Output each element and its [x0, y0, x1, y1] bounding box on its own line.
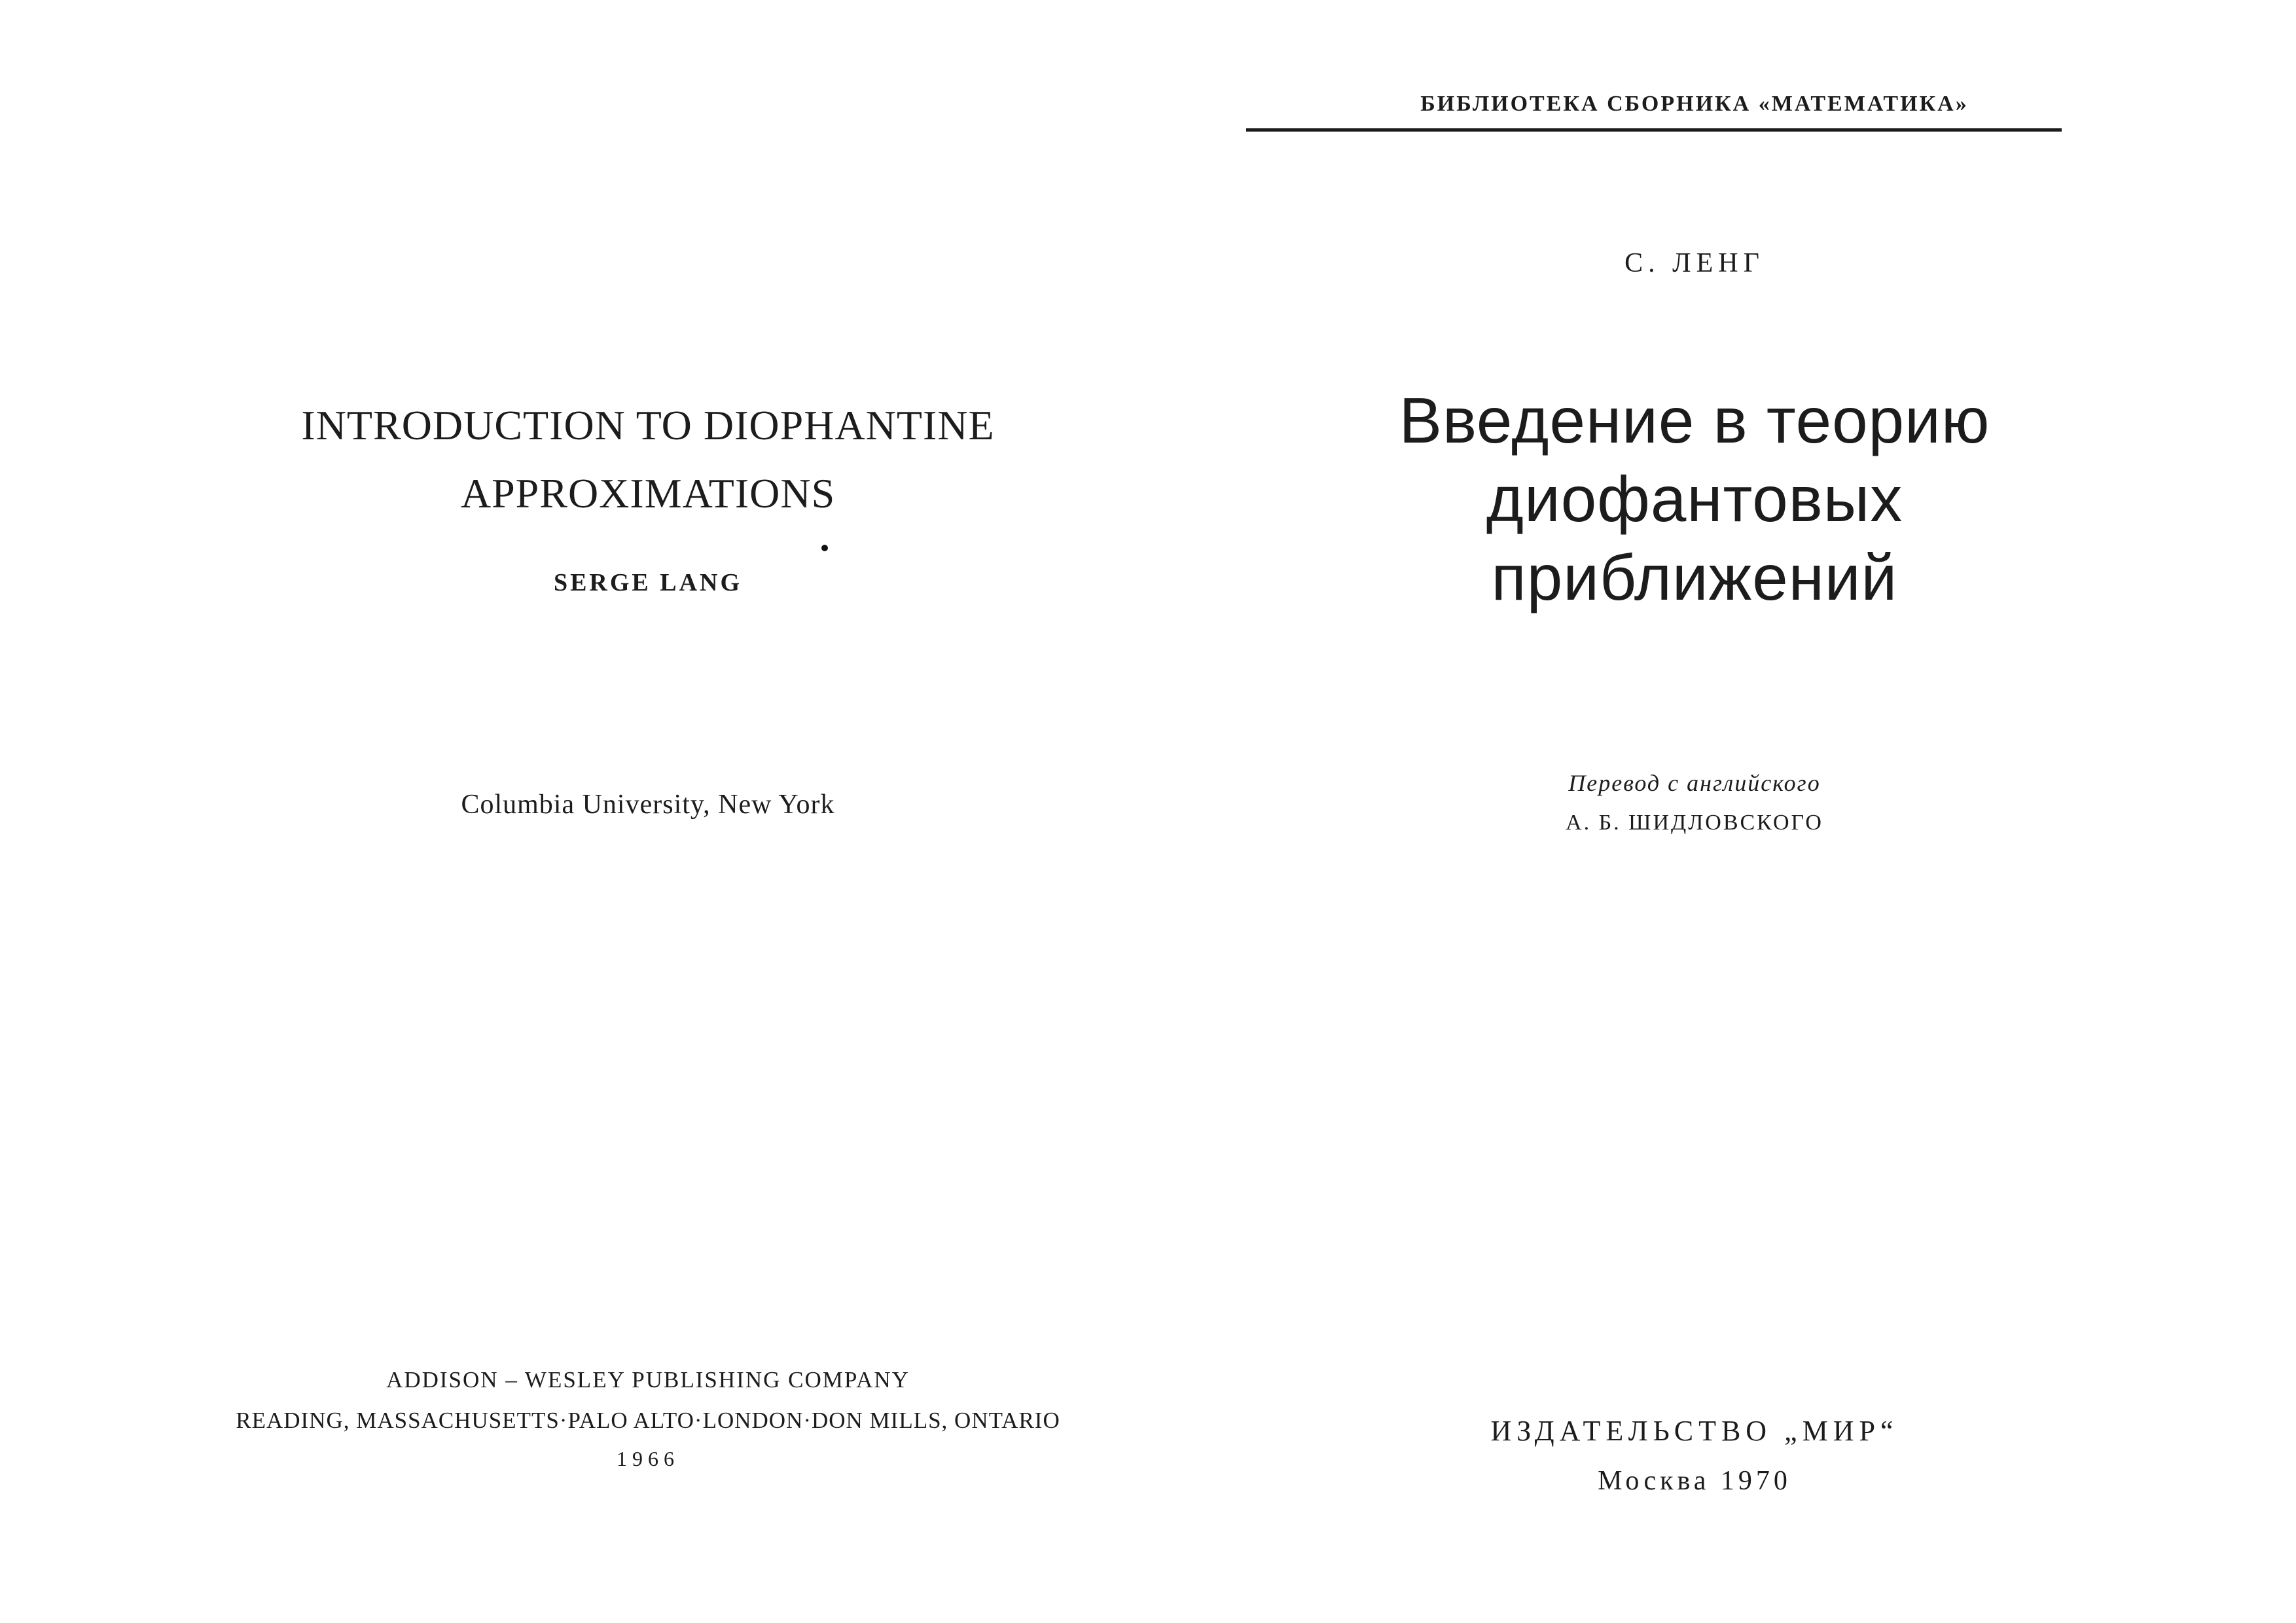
english-affiliation: Columbia University, New York: [461, 790, 835, 820]
russian-title-line-1: Введение в теорию: [1399, 384, 1990, 456]
english-title-line-1: INTRODUCTION TO DIOPHANTINE: [301, 402, 995, 448]
russian-author: С. ЛЕНГ: [1624, 248, 1765, 278]
print-speck: [821, 545, 828, 551]
translator-name: А. Б. ШИДЛОВСКОГО: [1566, 811, 1823, 835]
english-publication-year: 1966: [617, 1447, 679, 1470]
english-book-title: [216, 392, 1080, 528]
translation-note: Перевод с английского: [1568, 770, 1821, 796]
english-publisher-places: READING, MASSACHUSETTS·PALO ALTO·LONDON·DON MILLS, ONTARIO: [236, 1408, 1060, 1433]
russian-title-line-3: приближений: [1491, 541, 1898, 613]
english-author: SERGE LANG: [553, 569, 743, 596]
english-publisher: ADDISON – WESLEY PUBLISHING COMPANY: [386, 1367, 910, 1393]
russian-title-line-2: диофантовых: [1486, 463, 1903, 535]
right-page-russian-title: [1148, 0, 2296, 1623]
russian-city-year: Москва 1970: [1598, 1466, 1791, 1496]
header-rule: [1246, 128, 2062, 132]
russian-book-title: [1253, 381, 2136, 617]
series-name: БИБЛИОТЕКА СБОРНИКА «МАТЕМАТИКА»: [1420, 92, 1969, 116]
russian-publisher: ИЗДАТЕЛЬСТВО „МИР“: [1490, 1415, 1899, 1447]
english-title-line-2: APPROXIMATIONS: [460, 470, 836, 517]
